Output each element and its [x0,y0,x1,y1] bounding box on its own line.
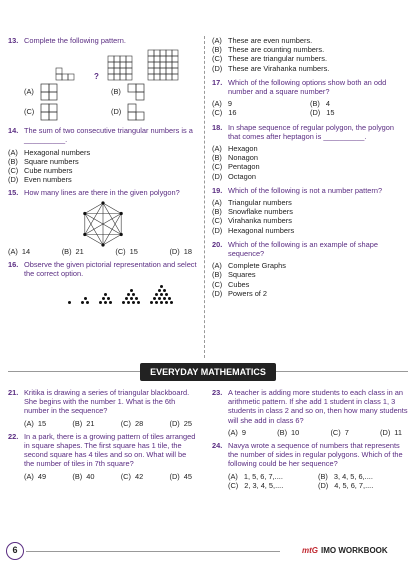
q24-option-a[interactable]: (A) 1, 5, 6, 7,.... [228,471,283,481]
pattern-dot [160,301,163,304]
q22-option-b[interactable]: (B) 40 [72,471,95,481]
q15-polygon-figure [8,201,198,247]
pattern-dot [155,293,158,296]
pattern-dot [163,289,166,292]
q24-option-c[interactable]: (C) 2, 3, 4, 5,.... [228,480,284,490]
q14-option-c[interactable]: (C) Cube numbers [8,166,73,176]
pattern-dot [132,293,135,296]
pattern-dot [150,301,153,304]
pattern-dot [99,301,102,304]
pattern-dot [107,297,110,300]
pattern-dot [170,301,173,304]
q16-option-a[interactable]: (A) These are even numbers. [212,36,313,45]
question-23: 23. A teacher is adding more students to each class in an arithmetic pattern. If she add 1 student in class 1, 3 students in class 2 and so on, then how many students will she add in class 6? [212,388,408,425]
q20-option-b[interactable]: (B) Squares [212,270,256,280]
q19-option-a[interactable]: (A) Triangular numbers [212,198,292,208]
q20-option-c[interactable]: (C) Cubes [212,279,250,289]
q17-option-a[interactable]: (A) 9 [212,99,232,109]
option-d-grid-icon [127,103,145,121]
q17-options [212,99,408,117]
pattern-dot [135,297,138,300]
question-16: 16. Observe the given pictorial representation and select the correct option. [8,259,197,279]
q16-option-c[interactable]: (C) These are triangular numbers. [212,54,328,64]
pattern-dot [158,297,161,300]
q15-option-d[interactable]: (D) 18 [169,246,192,256]
pattern-blank-mark: ? [94,72,99,82]
q17-option-d[interactable]: (D) 15 [310,108,335,118]
q15-option-c[interactable]: (C) 15 [115,246,138,256]
q15-options [8,247,198,256]
pattern-dot [155,301,158,304]
pattern-dot [86,301,89,304]
q16-option-d[interactable]: (D) These are Virahanka numbers. [212,63,330,73]
triangular-dots-figure [8,281,198,305]
q23-options [212,428,408,437]
question-22: 22. In a park, there is a growing pattern of tiles arranged in square shapes. The first square has 1 tile, the second square has 4 tiles and so on. What will be the number of tiles in 7th square? [8,431,196,469]
question-19: 19. Which of the following is not a number pattern? [212,185,383,195]
option-c-grid-icon [40,103,58,121]
pattern-dot [104,293,107,296]
q22-options [8,472,198,481]
pattern-dot [125,297,128,300]
q17-option-c[interactable]: (C) 16 [212,108,237,118]
q21-option-b[interactable]: (B) 21 [72,418,95,428]
left-column [8,36,198,305]
q21-option-d[interactable]: (D) 25 [169,418,192,428]
q13-option-b[interactable]: (B) [111,82,198,102]
pattern-dot [104,301,107,304]
pattern-dot [163,297,166,300]
q22-option-c[interactable]: (C) 42 [120,471,144,481]
question-24: 24. Navya wrote a sequence of numbers that represents the number of sides in regular polygons. Which of the following could be her sequence? [212,441,403,469]
question-21: 21. Kritika is drawing a series of triangular blackboard. She begins with the number 1. What is the 6th number in the sequence? [8,388,190,416]
question-17: 17. Which of the following options show both an odd number and a square number? [212,77,387,97]
q24-option-d[interactable]: (D) 4, 5, 6, 7,.... [318,480,374,490]
q21-options [8,419,198,428]
q13-option-a[interactable]: (A) [24,82,111,102]
pattern-dot [160,285,163,288]
question-14: 14. The sum of two consecutive triangular numbers is a __________. [8,126,193,145]
footer-line [26,551,280,552]
q17-option-b[interactable]: (B) 4 [310,99,330,109]
q23-option-b[interactable]: (B) 10 [277,427,300,437]
question-13-stem: Complete the following pattern. [24,36,126,45]
lower-right-column [212,388,408,490]
q14-option-a[interactable]: (A) Hexagonal numbers [8,147,91,157]
grid-pattern-figure [8,48,198,82]
q20-option-d[interactable]: (D) Powers of 2 [212,288,268,298]
pattern-dot [168,297,171,300]
q13-option-c[interactable]: (C) [24,102,111,122]
q13-options [24,82,198,122]
pattern-dot [81,301,84,304]
pattern-dot [102,297,105,300]
pattern-dot [127,301,130,304]
pattern-dot [132,301,135,304]
section-banner: EVERYDAY MATHEMATICS [140,363,276,381]
q13-pattern-figure [8,48,198,82]
q19-option-b[interactable]: (B) Snowflake numbers [212,207,293,217]
q21-option-a[interactable]: (A) 15 [24,418,47,428]
q22-option-a[interactable]: (A) 49 [24,471,47,481]
pattern-dot [109,301,112,304]
publisher-logo: mtG [302,546,318,555]
lower-left-column [8,388,198,481]
q24-options [212,472,408,490]
q15-option-b[interactable]: (B) 21 [61,246,84,256]
q14-option-d[interactable]: (D) Even numbers [8,175,72,185]
question-20: 20. Which of the following is an example of shape sequence? [212,239,378,259]
page-number: 6 [6,542,24,560]
footer-book-title [302,546,388,555]
q14-option-b[interactable]: (B) Square numbers [8,156,79,166]
question-13: 13. Complete the following pattern. [8,36,126,45]
pattern-dot [158,289,161,292]
question-18: 18. In shape sequence of regular polygon, the polygon that comes after heptagon is __________. [212,122,395,141]
pattern-dot [68,301,71,304]
pattern-dot [127,293,130,296]
q18-option-c[interactable]: (C) Pentagon [212,162,260,172]
hexagon-lines-figure [8,201,198,247]
option-b-grid-icon [127,83,145,101]
pattern-dot [165,301,168,304]
question-15: 15. How many lines are there in the given polygon? [8,188,180,198]
pattern-dot [84,297,87,300]
q20-option-a[interactable]: (A) Complete Graphs [212,261,286,271]
q24-option-b[interactable]: (B) 3, 4, 5, 6,.... [318,471,373,481]
book-title: IMO WORKBOOK [321,546,388,555]
column-divider [204,36,205,358]
q18-option-a[interactable]: (A) Hexagon [212,144,258,154]
q15-option-a[interactable]: (A) 14 [8,246,31,256]
q18-option-d[interactable]: (D) Octagon [212,171,256,181]
right-column [212,36,408,298]
pattern-dot [130,297,133,300]
pattern-dot [130,289,133,292]
option-a-grid-icon [40,83,58,101]
pattern-dot [122,301,125,304]
q21-option-c[interactable]: (C) 28 [120,418,144,428]
q22-option-d[interactable]: (D) 45 [169,471,192,481]
pattern-dot [137,301,140,304]
q23-option-a[interactable]: (A) 9 [228,427,246,437]
pattern-dot [160,293,163,296]
q18-option-b[interactable]: (B) Nonagon [212,153,258,163]
q13-option-d[interactable]: (D) [111,102,198,122]
q23-option-c[interactable]: (C) 7 [330,427,349,437]
q19-option-c[interactable]: (C) Virahanka numbers [212,216,292,226]
pattern-dot [165,293,168,296]
q16-option-b[interactable]: (B) These are counting numbers. [212,45,325,55]
q23-option-d[interactable]: (D) 11 [380,427,402,437]
q19-option-d[interactable]: (D) Hexagonal numbers [212,225,295,235]
pattern-dot [153,297,156,300]
